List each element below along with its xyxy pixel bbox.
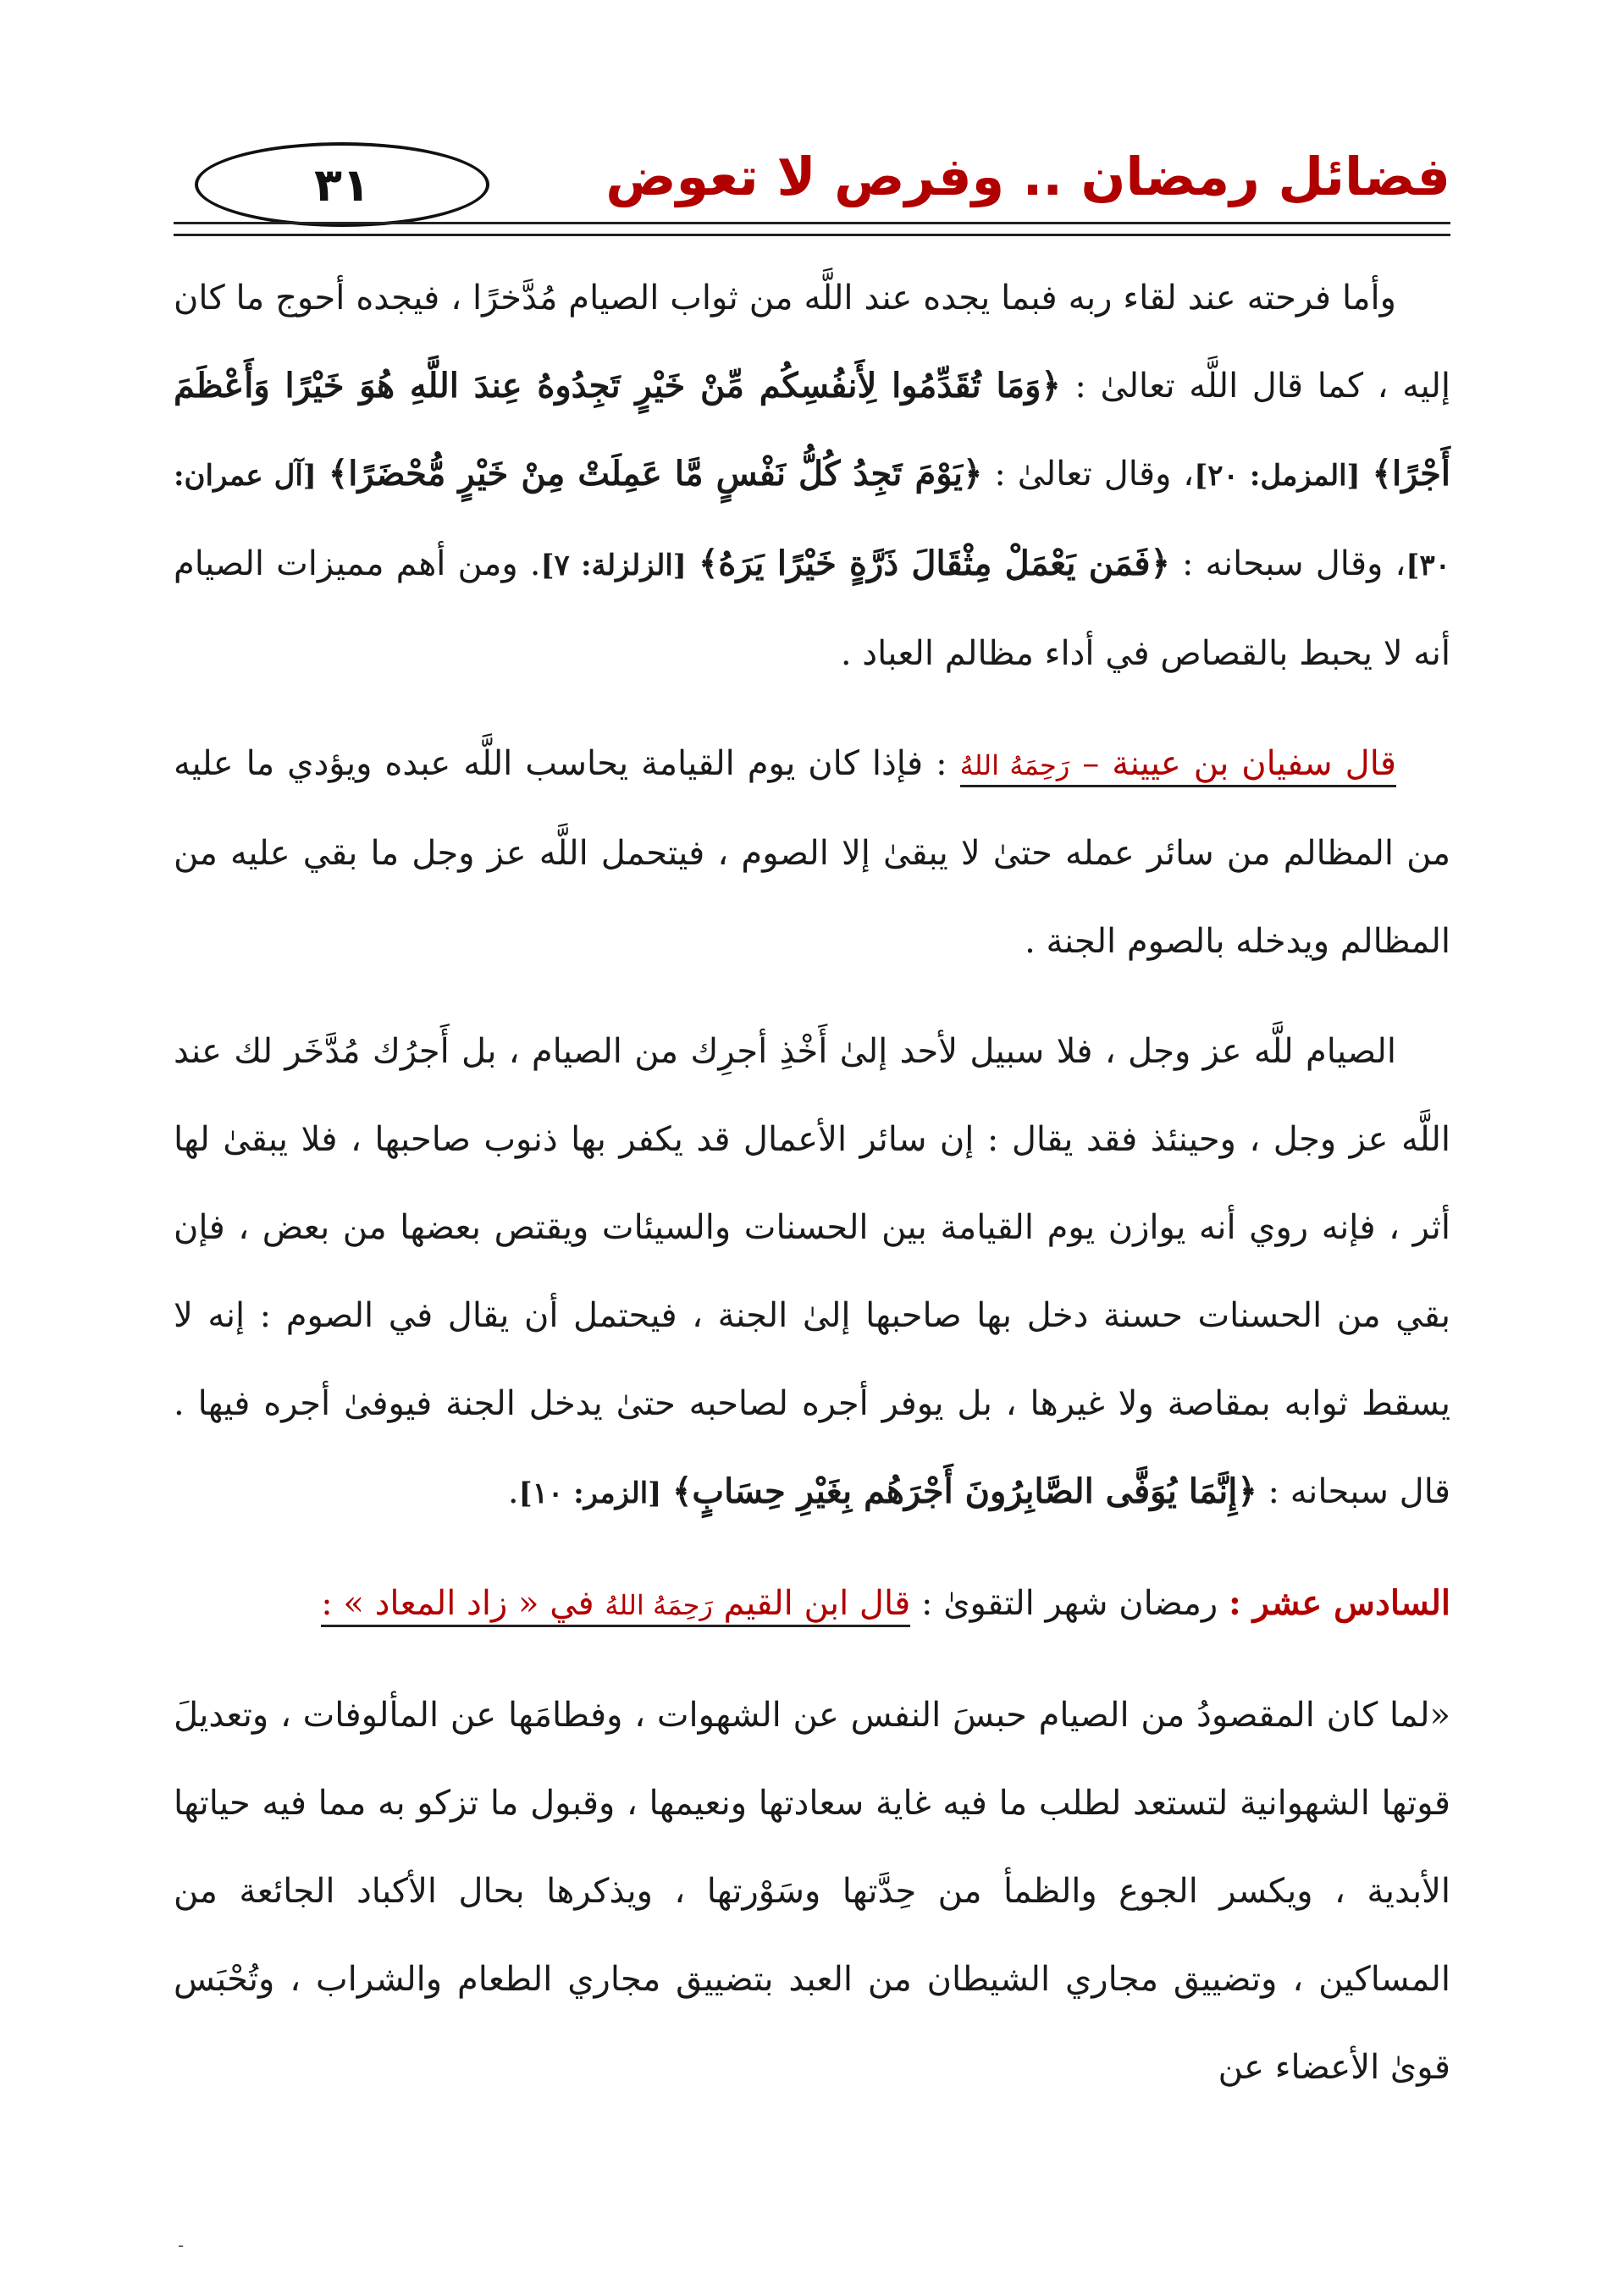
text: ، وقال تعالىٰ :: [994, 455, 1195, 494]
book-title: فضائل رمضان .. وفرص لا تعوض: [605, 146, 1450, 207]
quote-text: فإذا كان يوم القيامة يحاسب اللَّه عبده ويؤدي ما عليه من المظالم من سائر عمله حتىٰ لا يبقىٰ إلا الصوم ، فيتحمل اللَّه عز وجل ما بقي عليه من المظالم ويدخله بالصوم الجنة .: [174, 744, 1451, 961]
quran-verse: ﴿يَوْمَ تَجِدُ كُلُّ نَفْسٍ مَّا عَمِلَتْ مِنْ خَيْرٍ مُّحْضَرًا﴾: [328, 454, 983, 494]
header-rule-bottom: [174, 234, 1450, 236]
section-heading-16: [174, 1559, 1450, 1649]
page-body: [174, 254, 1450, 2133]
quran-verse: ﴿إِنَّمَا يُوَفَّى الصَّابِرُونَ أَجْرَهُم بِغَيْرِ حِسَابٍ﴾: [671, 1471, 1257, 1511]
verse-reference: [الزمر: ١٠]: [518, 1476, 662, 1510]
text: الصيام للَّه عز وجل ، فلا سبيل لأحد إلىٰ أَخْذِ أجرِك من الصيام ، بل أَجرُك مُدَّخَر لك عند اللَّه عز وجل ، وحينئذ فقد يقال : إن سائر الأعمال قد يكفر بها ذنوب صاحبها ، فلا يبقىٰ لها أثر ، فإنه روي أنه يوازن يوم القيامة بين الحسنات والسيئات ويقتص بعضها من بعض ، فإن بقي من الحسنات حسنة دخل بها صاحبها إلىٰ الجنة ، فيحتمل أن يقال في الصوم : إنه لا يسقط ثوابه بمقاصة ولا غيرها ، بل يوفر أجره لصاحبه حتىٰ يدخل الجنة فيوفىٰ أجره فيها . قال سبحانه :: [174, 1032, 1450, 1511]
verse-reference: [الزلزلة: ٧]: [540, 549, 687, 582]
speaker-name: قال ابن القيم رَحِمَهُ اللهُ في « زاد المعاد » :: [321, 1584, 910, 1627]
colon: :: [936, 744, 947, 783]
scan-mark: -: [178, 2235, 185, 2255]
honorific: رَحِمَهُ اللهُ: [605, 1589, 713, 1621]
section-subject: رمضان شهر التقوىٰ :: [921, 1584, 1218, 1623]
speaker-name: قال سفيان بن عيينة – رَحِمَهُ اللهُ: [960, 744, 1396, 787]
text: .: [507, 1472, 519, 1511]
quote-text: «لما كان المقصودُ من الصيام حبسَ النفس عن الشهوات ، وفطامَها عن المألوفات ، وتعديلَ قوتها الشهوانية لتستعد لطلب ما فيه غاية سعادتها ونعيمها ، وقبول ما تزكو به مما فيه حياتها الأبدية ، ويكسر الجوع والظمأ من حِدَّتها وسَوْرتها ، ويذكرها بحال الأكباد الجائعة من المساكين ، وتضييق مجاري الشيطان من العبد بتضييق مجاري الطعام والشراب ، وتُحْبَس قوىٰ الأعضاء عن: [174, 1696, 1450, 2087]
paragraph-fasting-for-allah: [174, 1007, 1450, 1537]
text: وأما فرحته عند لقاء ربه فبما يجده عند اللَّه من ثواب الصيام مُدَّخرًا ، فيجده أحوج ما كان إليه ، كما قال اللَّه تعالىٰ :: [174, 279, 1450, 406]
section-number: السادس عشر :: [1228, 1583, 1450, 1623]
verse-reference: [المزمل: ٢٠]: [1194, 459, 1361, 493]
honorific: رَحِمَهُ اللهُ: [959, 749, 1070, 781]
paragraph-fasting-reward: [174, 254, 1450, 698]
verse-reference: [آل عمران: ٣٠]: [174, 459, 1451, 582]
quran-verse: ﴿وَمَا تُقَدِّمُوا لِأَنفُسِكُم مِّنْ خَيْرٍ تَجِدُوهُ عِندَ اللَّهِ هُوَ خَيْرًا وَأَعْظَمَ أَجْرًا﴾: [174, 366, 1450, 494]
header-rule-top: [174, 222, 1450, 224]
paragraph-sufyan-quote: [174, 720, 1450, 985]
quran-verse: ﴿فَمَن يَعْمَلْ مِثْقَالَ ذَرَّةٍ خَيْرًا يَرَهُ﴾: [698, 544, 1170, 583]
paragraph-ibn-qayyim-quote: [174, 1671, 1450, 2111]
text: ، وقال سبحانه :: [1181, 544, 1406, 583]
text: . ومن أهم مميزات الصيام أنه لا يحبط بالقصاص في أداء مظالم العباد .: [174, 544, 1450, 673]
page-number-badge: ٣١: [195, 142, 489, 227]
page-header: [174, 127, 1450, 229]
